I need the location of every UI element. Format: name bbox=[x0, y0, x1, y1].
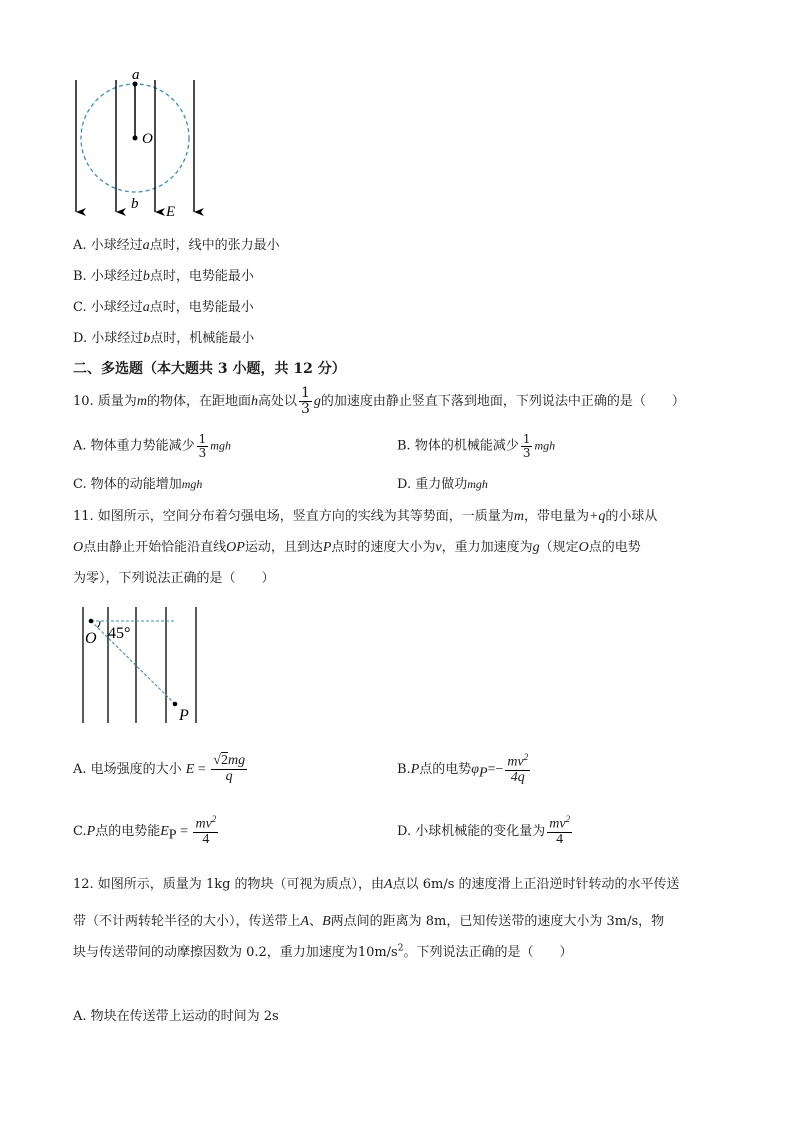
point-p-fig2 bbox=[173, 702, 178, 707]
q12-option-a: A. 物块在传送带上运动的时间为 2s bbox=[73, 1009, 279, 1024]
q11-option-a: A. 电场强度的大小 E = $\frac{√2mg}{q}$ bbox=[73, 753, 246, 784]
q9-option-c: C. 小球经过a点时，电势能最小 bbox=[73, 300, 254, 315]
q11-stem-line1: 11. 如图所示，空间分布着匀强电场，竖直方向的实线为其等势面，一质量为m，带电量为+q的小球从 bbox=[73, 509, 658, 524]
q10-option-d: D. 重力做功mgh bbox=[397, 477, 488, 492]
q10-fraction: $\frac{1}{3}$ bbox=[300, 385, 310, 417]
q11-a-fraction: $\frac{√2mg}{q}$ bbox=[213, 753, 246, 784]
angle-arc bbox=[98, 621, 101, 628]
q9-option-d: D. 小球经过b点时，机械能最小 bbox=[73, 331, 255, 346]
label-o: O bbox=[142, 131, 153, 147]
label-p-fig2: P bbox=[179, 707, 189, 724]
q11-option-b: B.P点的电势$\varphi_P=-$ $\frac{mv^2}{4q}$ bbox=[397, 751, 529, 786]
point-o-fig2 bbox=[89, 619, 94, 624]
q10-stem: 10. 质量为m的物体，在距地面h高处以 $\frac{1}{3}$ g的加速度由静止竖直下落到地面，下列说法中正确的是（ ） bbox=[73, 385, 685, 417]
q11-option-c: C.P点的电势能$E_P$ = $\frac{mv^2}{4}$ bbox=[73, 813, 217, 848]
label-e: E bbox=[166, 204, 176, 220]
label-45: 45° bbox=[108, 625, 131, 642]
q12-stem-line1: 12. 如图所示，质量为 1kg 的物块（可视为质点），由A点以 6m/s 的速度滑上正沿逆时针转动的水平传送 bbox=[73, 877, 680, 892]
q11-stem-line2: O点由静止开始恰能沿直线OP运动，且到达P点时的速度大小为v，重力加速度为g（规定O点的电势 bbox=[73, 540, 641, 555]
label-b: b bbox=[131, 196, 139, 212]
section-heading: 二、多选题（本大题共 3 小题，共 12 分） bbox=[73, 361, 346, 377]
figure-equipotential bbox=[70, 603, 210, 728]
q10-option-a: A. 物体重力势能减少 $\frac{1}{3}$ mgh bbox=[73, 432, 231, 460]
label-a: a bbox=[132, 67, 140, 83]
q12-stem-line3: 块与传送带间的动摩擦因数为 0.2，重力加速度为$10m/s^2$。下列说法正确的是（ ） bbox=[73, 943, 573, 960]
figure-circle-field bbox=[60, 66, 220, 226]
q10-option-c: C. 物体的动能增加mgh bbox=[73, 477, 203, 492]
q10-option-b: B. 物体的机械能减少 $\frac{1}{3}$ mgh bbox=[397, 432, 556, 460]
q12-stem-line2: 带（不计两转轮半径的大小），传送带上A、B两点间的距离为 8m，已知传送带的速度大小为 3m/s，物 bbox=[73, 914, 665, 929]
label-o-fig2: O bbox=[85, 630, 97, 647]
q9-option-b: B. 小球经过b点时，电势能最小 bbox=[73, 269, 254, 284]
q11-option-d: D. 小球机械能的变化量为 $\frac{mv^2}{4}$ bbox=[397, 813, 571, 848]
q11-stem-line3: 为零），下列说法正确的是（ ） bbox=[73, 571, 275, 586]
q9-option-a: A. 小球经过a点时，线中的张力最小 bbox=[73, 238, 280, 253]
path-op bbox=[91, 621, 175, 704]
point-o bbox=[133, 136, 138, 141]
